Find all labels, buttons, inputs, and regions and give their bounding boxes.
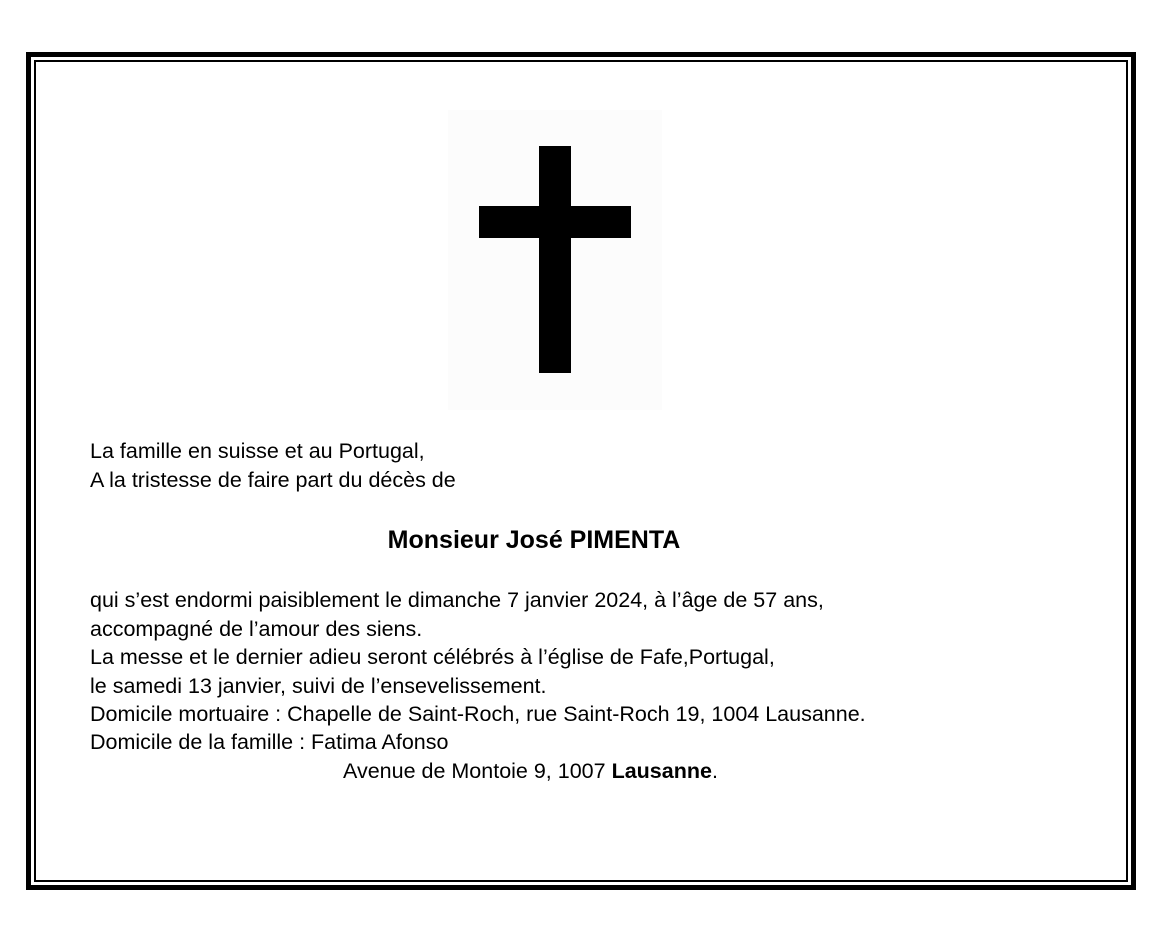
family-street-address <box>343 757 718 785</box>
mortuary-address-line: Domicile mortuaire : Chapelle de Saint-Roch, rue Saint-Roch 19, 1004 Lausanne. <box>90 702 866 726</box>
cross-horizontal-bar <box>479 206 631 238</box>
body-line-2: accompagné de l’amour des siens. <box>90 617 423 641</box>
cross-vertical-bar <box>539 146 571 373</box>
body-line-4: le samedi 13 janvier, suivi de l’ensevelissement. <box>90 674 547 698</box>
family-street: Avenue de Montoie 9, 1007 <box>343 759 612 783</box>
family-address-period: . <box>711 759 718 783</box>
intro-line-2: A la tristesse de faire part du décès de <box>90 468 456 492</box>
body-line-3: La messe et le dernier adieu seront célébrés à l’église de Fafe,Portugal, <box>90 645 775 669</box>
deceased-name: Monsieur José PIMENTA <box>387 526 681 554</box>
family-city: Lausanne <box>611 759 712 783</box>
family-address-line: Domicile de la famille : Fatima Afonso <box>90 730 449 754</box>
body-line-1: qui s’est endormi paisiblement le dimanche 7 janvier 2024, à l’âge de 57 ans, <box>90 588 824 612</box>
intro-line-1: La famille en suisse et au Portugal, <box>90 439 425 463</box>
